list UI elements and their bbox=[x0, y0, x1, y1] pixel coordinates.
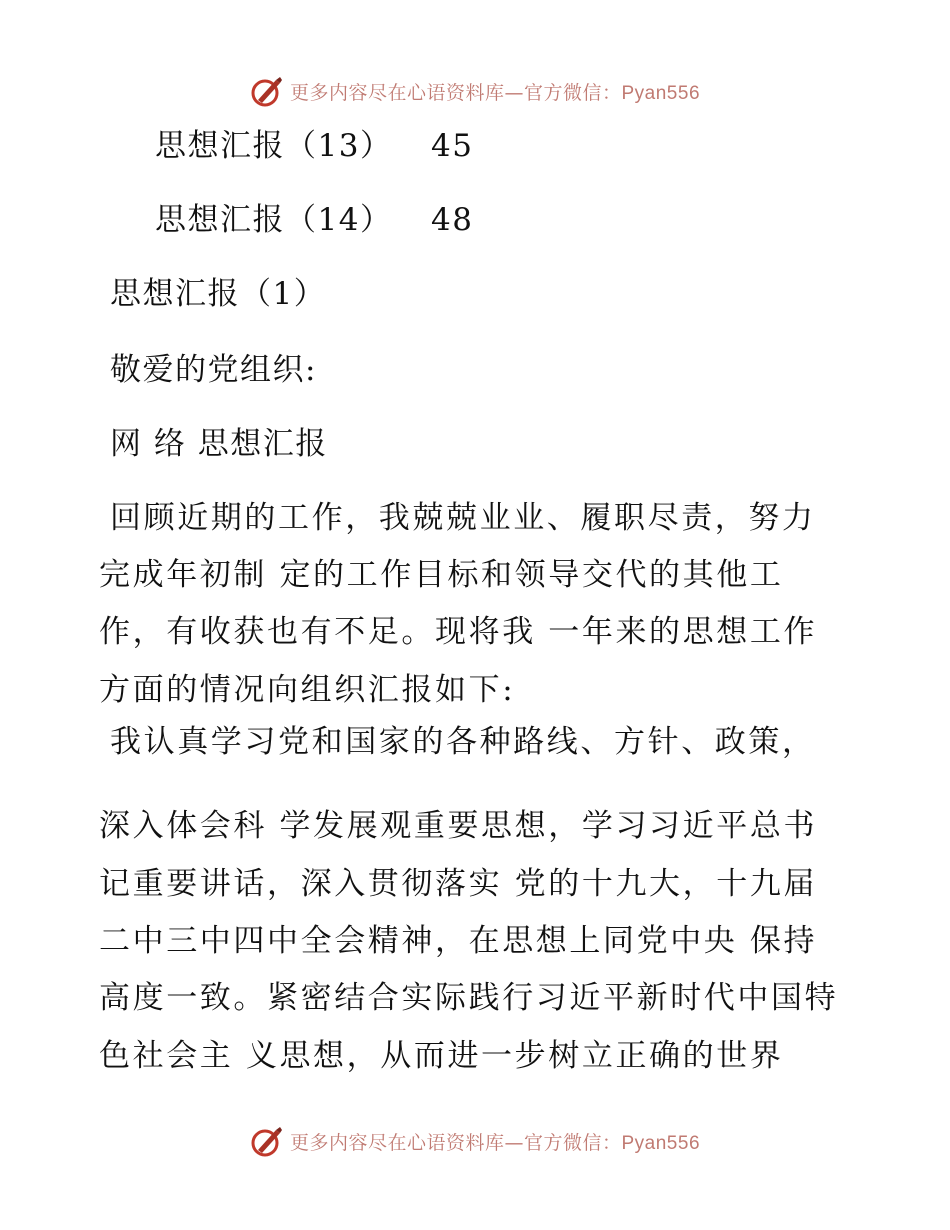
header-watermark bbox=[0, 74, 950, 108]
paragraph-line: 高度一致。紧密结合实际践行习近平新时代中国特 bbox=[99, 980, 839, 1016]
toc-entry-page: 45 bbox=[431, 128, 474, 164]
paragraph-line: 记重要讲话，深入贯彻落实 党的十九大，十九届 bbox=[99, 866, 818, 902]
paragraph-line: 二中三中四中全会精神，在思想上同党中央 保持 bbox=[99, 923, 818, 959]
toc-entry-title: 思想汇报（14） bbox=[155, 202, 393, 238]
paragraph-line: 作，有收获也有不足。现将我 一年来的思想工作 bbox=[99, 614, 818, 650]
toc-entry-page: 48 bbox=[431, 202, 474, 238]
salutation: 敬爱的党组织: bbox=[110, 352, 317, 388]
watermark-text: 更多内容尽在心语资料库—官方微信：Pyan556 bbox=[289, 81, 701, 104]
watermark-text: 更多内容尽在心语资料库—官方微信：Pyan556 bbox=[289, 1131, 701, 1154]
pen-logo-icon bbox=[250, 74, 284, 108]
pen-logo-icon bbox=[250, 1124, 284, 1158]
toc-entry bbox=[155, 202, 473, 238]
paragraph-line: 我认真学习党和国家的各种路线、方针、政策， bbox=[110, 724, 816, 760]
watermark-account: Pyan556 bbox=[621, 1132, 701, 1154]
section-title: 思想汇报（1） bbox=[110, 276, 327, 312]
paragraph-line: 回顾近期的工作，我兢兢业业、履职尽责，努力 bbox=[110, 500, 816, 536]
toc-entry-title: 思想汇报（13） bbox=[155, 128, 393, 164]
toc-entry bbox=[155, 128, 473, 164]
paragraph-line: 完成年初制 定的工作目标和领导交代的其他工 bbox=[99, 557, 784, 593]
paragraph-line: 方面的情况向组织汇报如下: bbox=[99, 672, 516, 708]
paragraph-line: 深入体会科 学发展观重要思想，学习习近平总书 bbox=[99, 808, 818, 844]
footer-watermark bbox=[0, 1124, 950, 1158]
paragraph-line: 色社会主 义思想，从而进一步树立正确的世界 bbox=[99, 1038, 784, 1074]
subtitle: 网 络 思想汇报 bbox=[110, 426, 328, 462]
watermark-account: Pyan556 bbox=[621, 82, 701, 104]
